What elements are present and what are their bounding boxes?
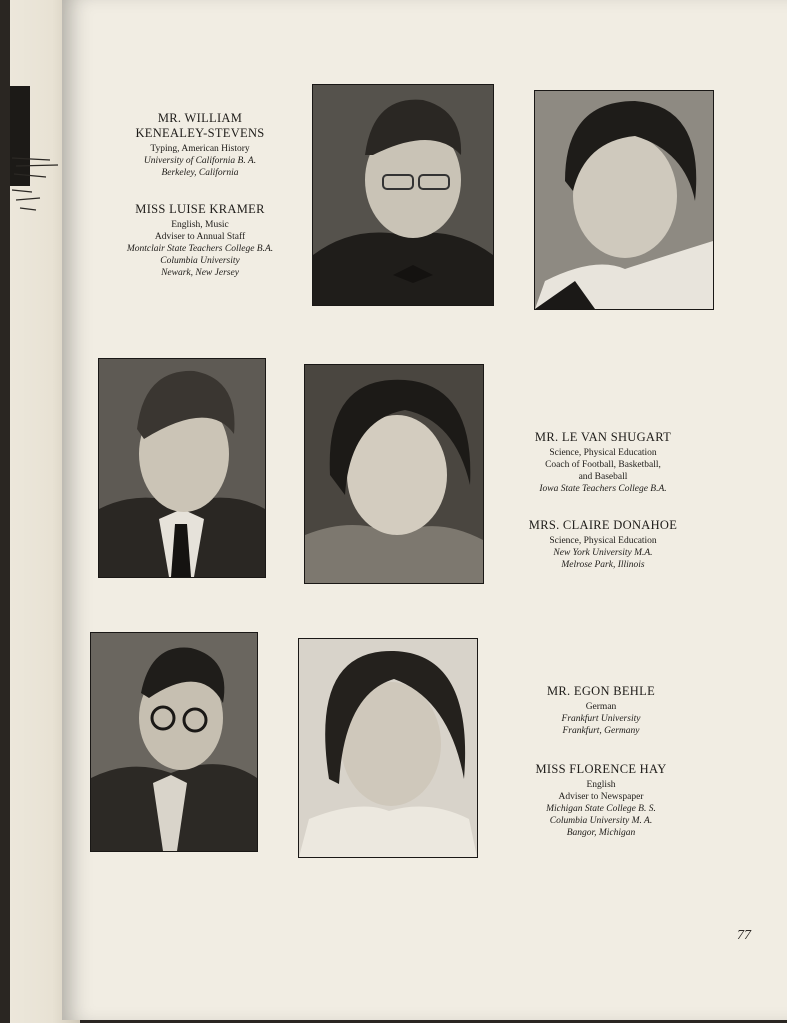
faculty-entry-shugart — [508, 430, 698, 495]
portrait-silhouette — [99, 359, 265, 577]
faculty-degree: Iowa State Teachers College B.A. — [539, 484, 667, 494]
portrait-photo-hay — [298, 638, 478, 858]
faculty-subjects: Science, Physical Education — [549, 448, 657, 458]
faculty-name: MRS. CLAIRE DONAHOE — [528, 518, 678, 532]
faculty-entry-hay — [506, 762, 696, 839]
portrait-photo-shugart — [98, 358, 266, 578]
faculty-subjects: English — [586, 780, 616, 790]
faculty-degree: Montclair State Teachers College B.A. — [126, 244, 274, 254]
faculty-degree: Michigan State College B. S. — [546, 804, 656, 814]
portrait-photo-behle — [90, 632, 258, 852]
portrait-silhouette — [299, 639, 477, 857]
portrait-photo-kramer — [534, 90, 714, 310]
faculty-hometown: Bangor, Michigan — [566, 828, 636, 838]
faculty-hometown: Berkeley, California — [161, 168, 239, 178]
faculty-degree: Frankfurt University — [561, 714, 641, 724]
faculty-degree: Columbia University M. A. — [549, 816, 653, 826]
faculty-subjects: Science, Physical Education — [549, 536, 657, 546]
faculty-name: MR. EGON BEHLE — [546, 684, 655, 698]
portrait-photo-kenealey-stevens — [312, 84, 494, 306]
faculty-name: MISS FLORENCE HAY — [535, 762, 667, 776]
yearbook-page — [62, 0, 787, 1020]
portrait-silhouette — [91, 633, 257, 851]
faculty-subjects: Typing, American History — [150, 144, 250, 154]
portrait-photo-donahoe — [304, 364, 484, 584]
faculty-degree: Columbia University — [160, 256, 240, 266]
faculty-name: MR. WILLIAM — [157, 111, 243, 125]
page-number: 77 — [737, 928, 751, 943]
faculty-degree: University of California B. A. — [143, 156, 257, 166]
faculty-entry-donahoe — [508, 518, 698, 571]
faculty-entry-kramer — [110, 202, 290, 279]
faculty-role: Adviser to Annual Staff — [154, 232, 246, 242]
faculty-entry-kenealey-stevens — [120, 111, 280, 179]
faculty-entry-behle — [506, 684, 696, 737]
faculty-degree: New York University M.A. — [553, 548, 653, 558]
faculty-subjects: German — [585, 702, 617, 712]
facing-page-sketch-lines — [10, 150, 66, 212]
faculty-name: MISS LUISE KRAMER — [135, 202, 265, 216]
faculty-role: Coach of Football, Basketball, — [545, 460, 661, 470]
faculty-hometown: Newark, New Jersey — [161, 268, 239, 278]
faculty-role: Adviser to Newspaper — [558, 792, 644, 802]
faculty-hometown: Frankfurt, Germany — [562, 726, 640, 736]
portrait-silhouette — [535, 91, 713, 309]
portrait-silhouette — [305, 365, 483, 583]
portrait-silhouette — [313, 85, 493, 305]
faculty-name: MR. LE VAN SHUGART — [534, 430, 672, 444]
faculty-name: KENEALEY-STEVENS — [135, 126, 265, 140]
faculty-subjects: English, Music — [171, 220, 229, 230]
faculty-hometown: Melrose Park, Illinois — [561, 560, 645, 570]
faculty-role: and Baseball — [578, 472, 628, 482]
